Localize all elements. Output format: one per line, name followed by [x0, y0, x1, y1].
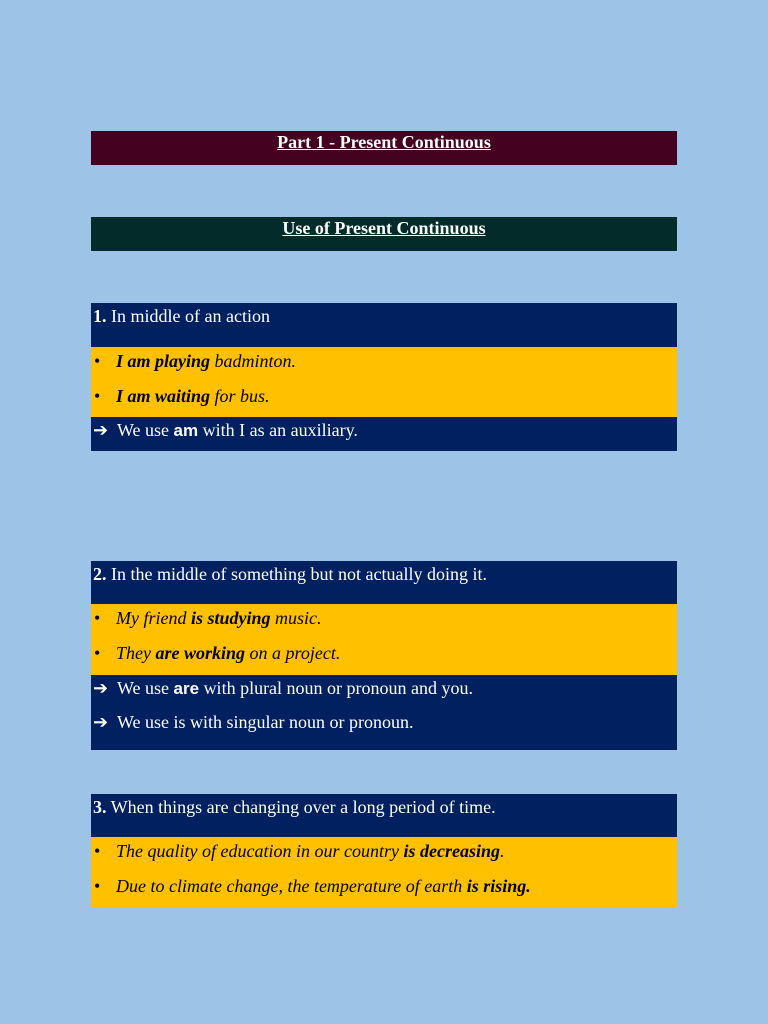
- example-verb: are working: [155, 643, 246, 663]
- rule-note: [91, 709, 677, 743]
- example-item: [91, 606, 677, 641]
- example-text: Due to climate change, the temperature of earth: [116, 876, 467, 896]
- example-item: [91, 384, 677, 419]
- example-verb: I am waiting: [116, 386, 211, 406]
- section-1-examples: [91, 347, 677, 417]
- bullet-icon: •: [94, 643, 101, 663]
- example-text: The quality of education in our country: [116, 841, 404, 861]
- note-text: with I as an auxiliary.: [198, 420, 358, 440]
- example-text: badminton.: [210, 351, 297, 371]
- section-heading-text: In middle of an action: [111, 306, 270, 326]
- example-item: [91, 874, 677, 909]
- note-text: We use is with singular noun or pronoun.: [117, 712, 414, 732]
- arrow-icon: ➔: [93, 420, 109, 440]
- section-number: 3.: [93, 797, 107, 817]
- bullet-icon: •: [94, 386, 101, 406]
- section-number: 2.: [93, 564, 107, 584]
- bullet-icon: •: [94, 876, 101, 896]
- section-1: [91, 303, 677, 451]
- example-text: My friend: [116, 608, 191, 628]
- section-2-heading: [91, 561, 677, 604]
- section-1-notes: [91, 417, 677, 451]
- example-text: They: [116, 643, 156, 663]
- section-number: 1.: [93, 306, 107, 326]
- example-item: [91, 839, 677, 874]
- bullet-icon: •: [94, 841, 101, 861]
- arrow-icon: ➔: [93, 712, 109, 732]
- example-verb: is decreasing: [403, 841, 500, 861]
- note-keyword: are: [173, 679, 200, 698]
- example-text: for bus.: [210, 386, 270, 406]
- rule-note: [91, 417, 677, 451]
- example-item: [91, 641, 677, 676]
- arrow-icon: ➔: [93, 678, 109, 698]
- example-item: [91, 349, 677, 384]
- example-verb: is rising.: [466, 876, 531, 896]
- note-keyword: am: [173, 421, 199, 440]
- section-1-heading: [91, 303, 677, 347]
- example-verb: is studying: [190, 608, 271, 628]
- example-verb: I am playing: [116, 351, 211, 371]
- section-3-examples: [91, 837, 677, 908]
- note-text: with plural noun or pronoun and you.: [199, 678, 474, 698]
- part-title: Part 1 - Present Continuous: [277, 132, 491, 152]
- example-text: music.: [270, 608, 322, 628]
- example-text: .: [499, 841, 505, 861]
- example-text: on a project.: [245, 643, 341, 663]
- section-2-notes: [91, 675, 677, 750]
- use-title-banner: [91, 217, 677, 251]
- section-3-heading: [91, 794, 677, 837]
- section-2: [91, 561, 677, 750]
- rule-note: [91, 675, 677, 709]
- section-heading-text: In the middle of something but not actually doing it.: [111, 564, 487, 584]
- section-2-examples: [91, 604, 677, 675]
- note-text: We use: [117, 420, 174, 440]
- use-title: Use of Present Continuous: [282, 218, 486, 238]
- part-title-banner: [91, 131, 677, 165]
- note-text: We use: [117, 678, 174, 698]
- bullet-icon: •: [94, 608, 101, 628]
- section-3: [91, 794, 677, 908]
- section-heading-text: When things are changing over a long period of time.: [110, 797, 496, 817]
- bullet-icon: •: [94, 351, 101, 371]
